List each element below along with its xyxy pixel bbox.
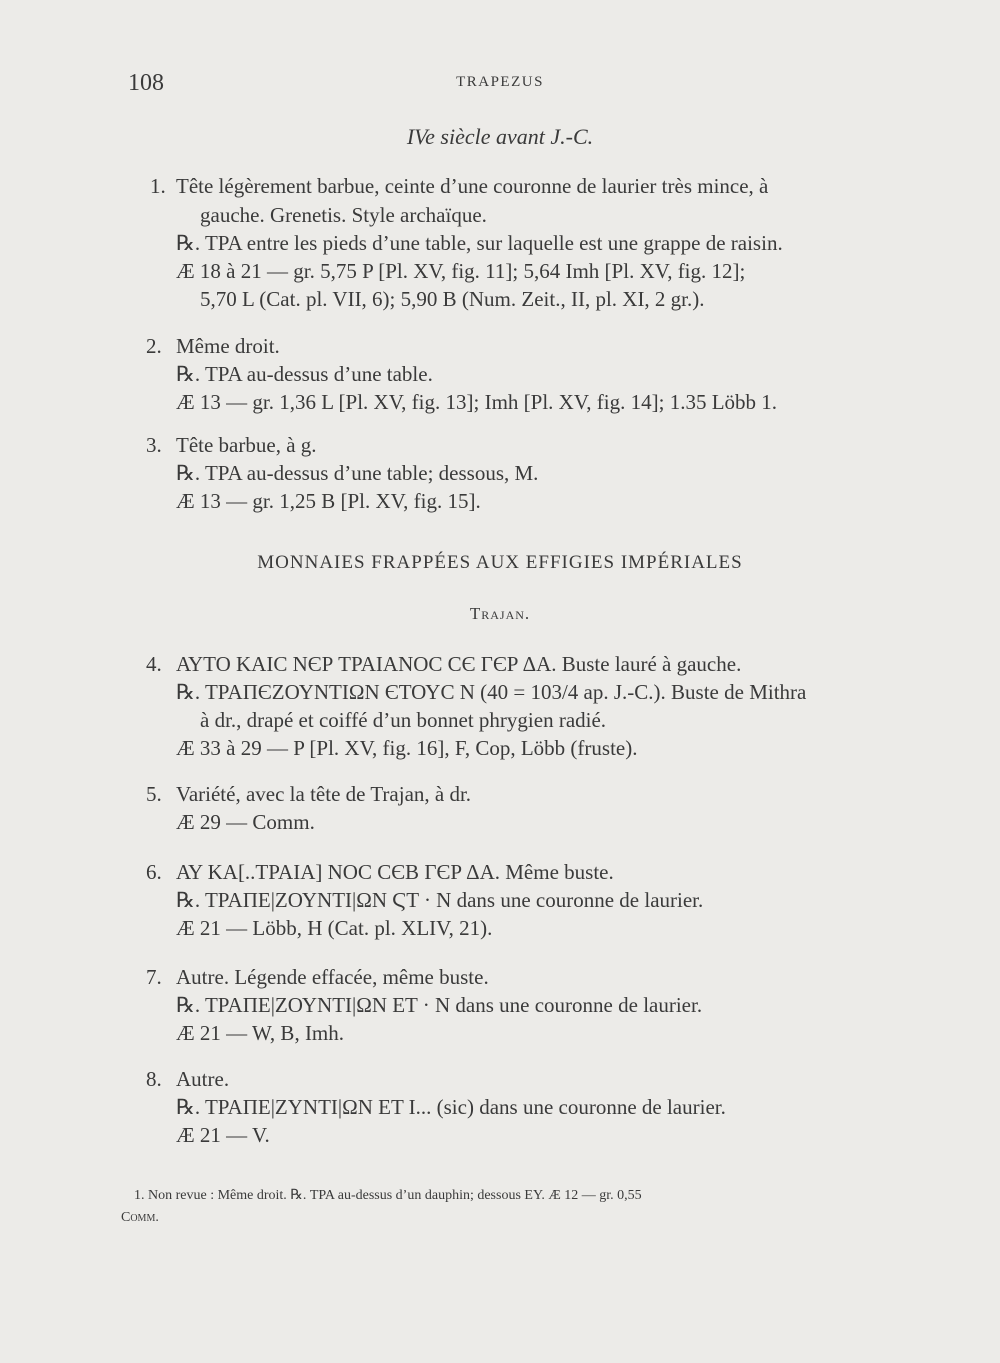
footnote-line: 1. Non revue : Même droit. ℞. ΤΡΑ au-dessus d’un dauphin; dessous ΕΥ. Æ 12 — gr. 0,55 [134,1188,642,1203]
entry-number: 3. [146,433,162,457]
entry-number: 7. [146,965,162,989]
page-number: 108 [128,70,164,96]
entry-line: Æ 33 à 29 — P [Pl. XV, fig. 16], F, Cop, Löbb (fruste). [176,736,638,760]
entry-line: Æ 21 — Löbb, H (Cat. pl. XLIV, 21). [176,916,493,940]
entry-line: Autre. [176,1067,230,1091]
entry-line: à dr., drapé et coiffé d’un bonnet phrygien radié. [200,708,607,732]
entry-number: 6. [146,860,162,884]
entry-line: ℞. ΤΡΑΠЄΖΟΥΝΤΙΩΝ ЄΤΟΥϹ Ν (40 = 103/4 ap. J.-C.). Buste de Mithra [176,680,807,704]
entry-number: 8. [146,1067,162,1091]
entry-line: ℞. ΤΡΑΠΕ|ΖΟΥΝΤΙ|ΩΝ ϚΤ · Ν dans une couronne de laurier. [176,888,704,912]
running-title: TRAPEZUS [456,74,544,90]
entry-line: 5,70 L (Cat. pl. VII, 6); 5,90 B (Num. Zeit., II, pl. XI, 2 gr.). [200,287,705,311]
entry-number: 1. [150,174,166,198]
entry-number: 5. [146,782,162,806]
entry-line: Variété, avec la tête de Trajan, à dr. [176,782,472,806]
entry-line: Æ 29 — Comm. [176,810,315,834]
entry-line: ℞. ΤΡΑ au-dessus d’une table; dessous, Μ. [176,461,539,485]
entry-line: Æ 13 — gr. 1,25 B [Pl. XV, fig. 15]. [176,489,481,513]
entry-number: 2. [146,334,162,358]
entry-line: Æ 21 — W, B, Imh. [176,1021,345,1045]
footnote-line: Comm. [121,1210,159,1225]
entry-line: Même droit. [176,334,280,358]
entry-line: Æ 21 — V. [176,1123,270,1147]
entry-line: Æ 13 — gr. 1,36 L [Pl. XV, fig. 13]; Imh [Pl. XV, fig. 14]; 1.35 Löbb 1. [176,390,778,414]
entry-line: Æ 18 à 21 — gr. 5,75 P [Pl. XV, fig. 11]; 5,64 Imh [Pl. XV, fig. 12]; [176,259,746,283]
emperor-subheading: Trajan. [469,604,531,623]
entry-line: Tête légèrement barbue, ceinte d’une couronne de laurier très mince, à [176,174,769,198]
section-title: IVe siècle avant J.-C. [406,124,594,149]
entry-line: gauche. Grenetis. Style archaïque. [200,203,487,227]
entry-line: Tête barbue, à g. [176,433,317,457]
section-heading: MONNAIES FRAPPÉES AUX EFFIGIES IMPÉRIALES [257,552,743,573]
entry-line: ℞. ΤΡΑΠΕ|ΖΟΥΝΤΙ|ΩΝ ΕΤ · Ν dans une couronne de laurier. [176,993,703,1017]
entry-line: ℞. ΤΡΑ au-dessus d’une table. [176,362,433,386]
entry-line: ΑΥΤΟ ΚΑΙϹ ΝЄΡ ΤΡΑΙΑΝΟϹ CЄ ΓЄΡ ΔΑ. Buste lauré à gauche. [176,652,742,676]
entry-line: ℞. ΤΡΑ entre les pieds d’une table, sur laquelle est une grappe de raisin. [176,231,783,255]
entry-line: ΑΥ ΚΑ[..ΤΡΑΙΑ] ΝΟϹ CЄΒ ΓЄΡ ΔΑ. Même buste. [176,860,614,884]
entry-number: 4. [146,652,162,676]
entry-line: Autre. Légende effacée, même buste. [176,965,489,989]
entry-line: ℞. ΤΡΑΠΕ|ΖΥΝΤΙ|ΩΝ ΕΤ Ι... (sic) dans une couronne de laurier. [176,1095,726,1119]
